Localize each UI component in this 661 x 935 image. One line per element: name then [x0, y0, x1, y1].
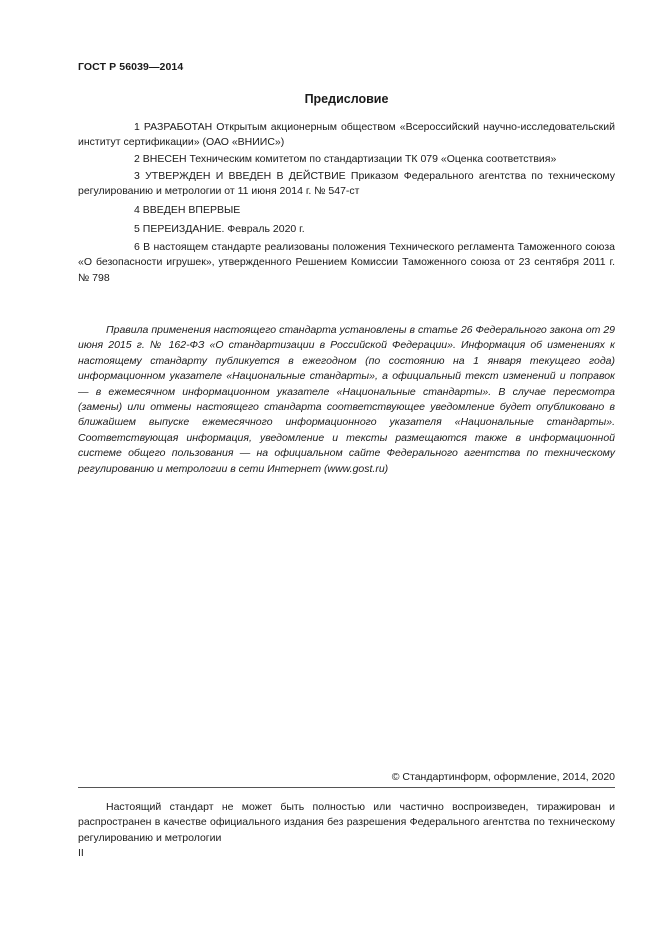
- item-text: УТВЕРЖДЕН И ВВЕДЕН В ДЕЙСТВИЕ Приказом Федерального агентства по техническому регулированию и метрологии от 11 июня 2014 г. № 547-ст: [78, 170, 615, 198]
- item-text: РАЗРАБОТАН Открытым акционерным обществом «Всероссийский научно-исследовательский институт сертификации» (ОАО «ВНИИС»): [78, 121, 616, 149]
- item-number: 3: [134, 170, 140, 182]
- rules-notice: Правила применения настоящего стандарта установлены в статье 26 Федерального закона от 29 июня 2015 г. № 162-ФЗ «О стандартизации в Российской Федерации». Информация об изменениях к настоящему стандарту публикуется в ежегодном (по состоянию на 1 января текущего года) информационном указателе «Национальные стандарты», а официальный текст изменений и поправок — в ежемесячном информационном указателе «Национальные стандарты». В случае пересмотра (замены) или отмены настоящего стандарта соответствующее уведомление будет опубликовано в ближайшем выпуске ежемесячного информационного указателя «Национальные стандарты». Соответствующая информация, уведомление и тексты размещаются также в информационной системе общего пользования — на официальном сайте Федерального агентства по техническому регулированию и метрологии в сети Интернет (www.gost.ru): [78, 324, 615, 475]
- item-text: ВВЕДЕН ВПЕРВЫЕ: [142, 204, 241, 216]
- item-text: ПЕРЕИЗДАНИЕ. Февраль 2020 г.: [142, 223, 305, 235]
- preface-item: [78, 152, 615, 167]
- item-text: ВНЕСЕН Техническим комитетом по стандартизации ТК 079 «Оценка соответствия»: [142, 153, 557, 165]
- preface-item: [78, 240, 615, 286]
- preface-item: [78, 120, 615, 151]
- preface-item: [78, 203, 615, 218]
- page-number: II: [78, 847, 84, 859]
- item-number: 2: [134, 153, 140, 165]
- footer-divider: [78, 787, 615, 788]
- standard-code: ГОСТ Р 56039—2014: [78, 61, 184, 73]
- item-number: 1: [134, 121, 140, 133]
- copyright-line: © Стандартинформ, оформление, 2014, 2020: [391, 771, 615, 783]
- preface-item: [78, 169, 615, 200]
- item-number: 4: [134, 204, 140, 216]
- item-text: В настоящем стандарте реализованы положения Технического регламента Таможенного союза «О безопасности игрушек», утвержденного Решением Комиссии Таможенного союза от 23 сентября 2011 г. № 798: [78, 241, 615, 284]
- preface-item: [78, 222, 615, 237]
- preface-title: Предисловие: [304, 92, 389, 106]
- item-number: 5: [134, 223, 140, 235]
- reproduction-notice: Настоящий стандарт не может быть полностью или частично воспроизведен, тиражирован и распространен в качестве официального издания без разрешения Федерального агентства по техническому регулированию и метрологии: [78, 801, 615, 844]
- item-number: 6: [134, 241, 140, 253]
